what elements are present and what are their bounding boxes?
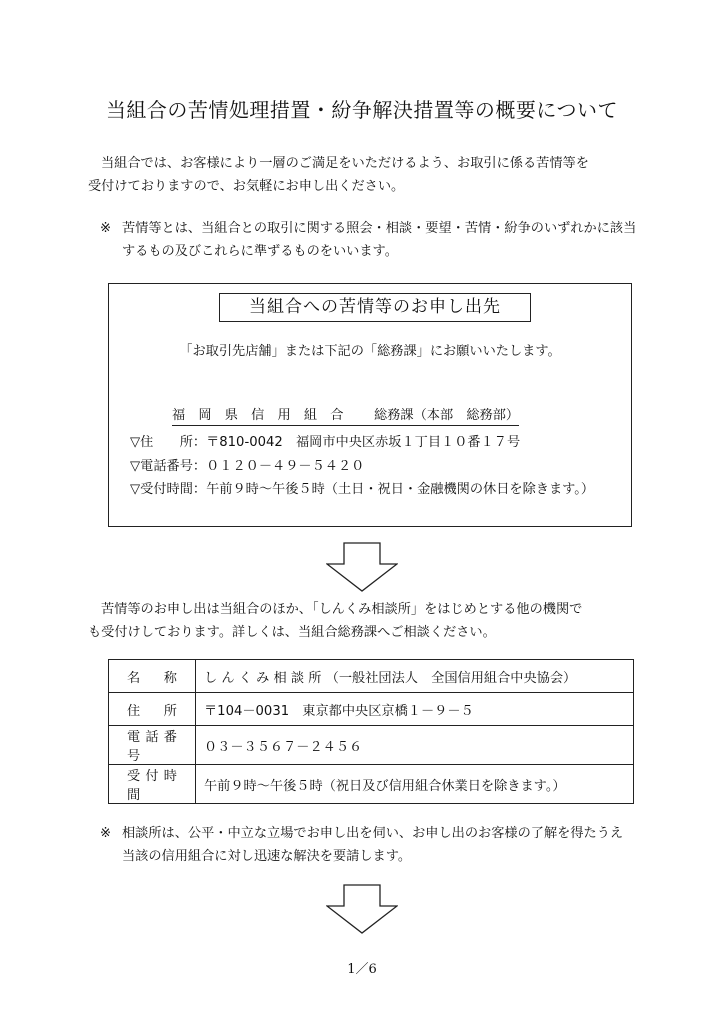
- note-line-1: 苦情等とは、当組合との取引に関する照会・相談・要望・苦情・紛争のいずれかに該当: [122, 221, 637, 236]
- table-row: [109, 693, 634, 726]
- hours-row: [130, 478, 594, 497]
- address-row: [130, 431, 520, 450]
- consultation-table: [108, 659, 634, 804]
- phone-row: [130, 455, 364, 474]
- down-arrow-icon: [326, 884, 398, 934]
- contact-box-subtitle: 「お取引先店舗」または下記の「総務課」にお願いいたします。: [179, 344, 561, 359]
- table-value: ０３－３５６７－２４５６: [196, 726, 634, 765]
- note-mark: ※: [100, 826, 112, 841]
- intro-line-2: 受付けておりますので、お気軽にお申し出ください。: [88, 179, 405, 194]
- phone-label: ▽電話番号：: [130, 459, 207, 474]
- table-value: 午前９時～午後５時（祝日及び信用組合休業日を除きます。）: [196, 765, 634, 804]
- down-arrow-icon: [326, 542, 398, 592]
- consultation-note-line-1: 相談所は、公平・中立な立場でお申し出を伺い、お申し出のお客様の了解を得たうえ: [122, 826, 624, 841]
- address-value: 〒810-0042 福岡市中央区赤坂１丁目１０番１７号: [206, 435, 521, 450]
- phone-value: ０１２０－４９－５４２０: [206, 459, 365, 474]
- hours-label: ▽受付時間：: [130, 482, 207, 497]
- table-key: 名称: [109, 660, 196, 693]
- consultation-note-line-2: 当該の信用組合に対し迅速な解決を要請します。: [122, 849, 412, 864]
- page-number: 1／6: [347, 962, 377, 977]
- table-key: 受付時間: [109, 765, 196, 804]
- contact-box-heading: 当組合への苦情等のお申し出先: [219, 293, 531, 322]
- note-mark: ※: [100, 221, 112, 236]
- table-key: 住所: [109, 693, 196, 726]
- table-value: 〒104－0031 東京都中央区京橋１－９－５: [196, 693, 634, 726]
- consultation-note: [100, 822, 645, 868]
- page-title: 当組合の苦情処理措置・紛争解決措置等の概要について: [105, 98, 619, 122]
- other-agencies-line-2: も受付けしております。詳しくは、当組合総務課へご相談ください。: [88, 625, 496, 640]
- table-row: [109, 726, 634, 765]
- note-line-2: するもの及びこれらに準ずるものをいいます。: [122, 244, 398, 259]
- other-agencies-line-1: 苦情等のお申し出は当組合のほか、「しんくみ相談所」をはじめとする他の機関で: [101, 602, 583, 617]
- table-row: [109, 765, 634, 804]
- intro-paragraph: [88, 152, 648, 198]
- table-value: し ん く み 相 談 所 （一般社団法人 全国信用組合中央協会）: [196, 660, 634, 693]
- other-agencies-paragraph: [88, 598, 648, 644]
- intro-line-1: 当組合では、お客様により一層のご満足をいただけるよう、お取引に係る苦情等を: [101, 156, 589, 171]
- hours-value: 午前９時～午後５時（土日・祝日・金融機関の休日を除きます。）: [206, 482, 595, 497]
- table-row: [109, 660, 634, 693]
- table-key: 電話番号: [109, 726, 196, 765]
- organization-name: 福 岡 県 信 用 組 合 総務課（本部 総務部）: [172, 404, 519, 426]
- address-label: ▽住 所：: [130, 435, 207, 450]
- complaint-definition-note: [100, 217, 645, 263]
